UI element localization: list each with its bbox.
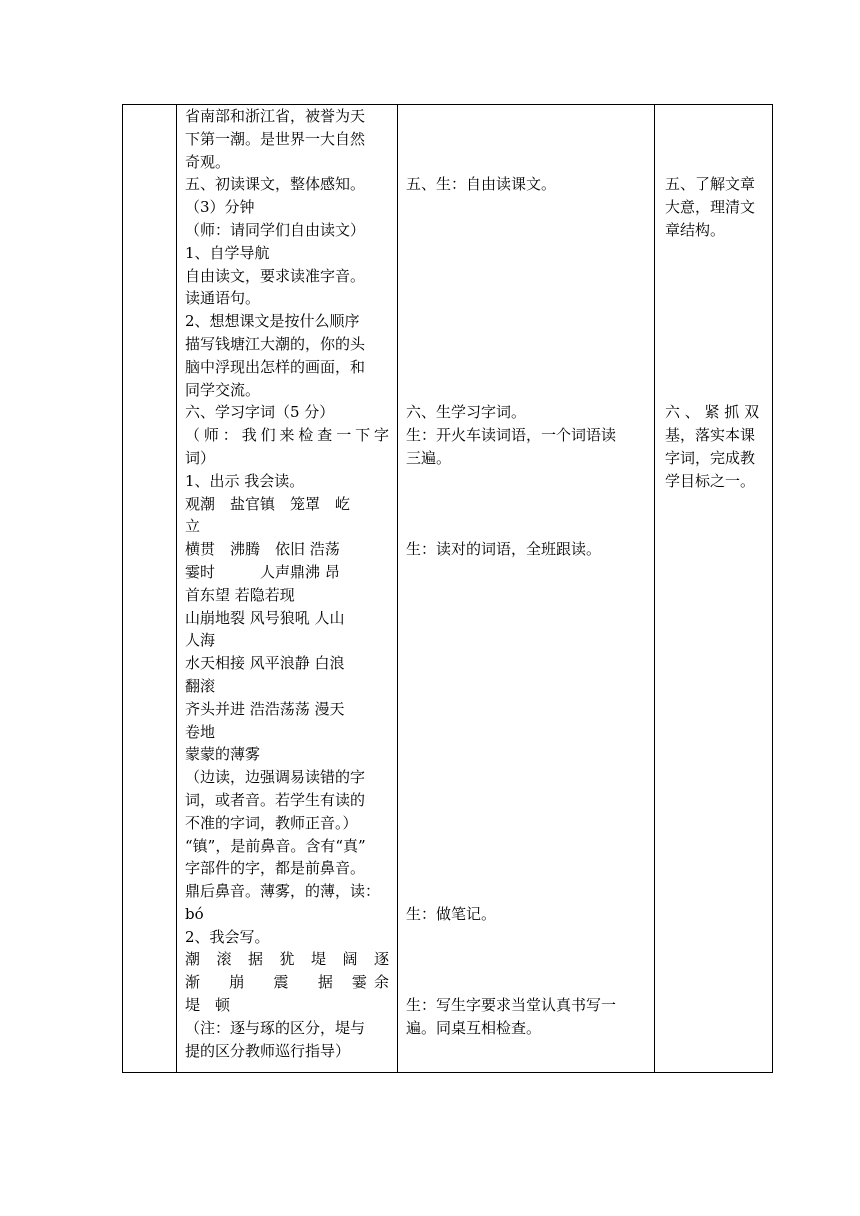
table-row bbox=[123, 105, 773, 1073]
text-line: 词） bbox=[185, 448, 216, 467]
intent-line: 大意，理清文 bbox=[665, 198, 756, 217]
blank-column-cell bbox=[123, 105, 177, 1073]
character-list-line: 潮 滚 据 犹 堤 阔 逐 bbox=[185, 950, 389, 969]
text-line: 2、想想课文是按什么顺序 bbox=[185, 312, 360, 331]
text-line: 1、出示 我会读。 bbox=[185, 471, 305, 490]
text-line: 省南部和浙江省，被誉为天 bbox=[185, 107, 366, 125]
text-line: 下第一潮。是世界一大自然 bbox=[185, 129, 366, 148]
intent-line: 学目标之一。 bbox=[665, 471, 756, 490]
text-line: 读通语句。 bbox=[185, 289, 261, 308]
text-line: “镇”，是前鼻音。含有“真” bbox=[185, 836, 366, 855]
intent-line: 基，落实本课 bbox=[665, 426, 756, 445]
text-line: 不准的字词，教师正音。） bbox=[185, 813, 358, 832]
student-activity-text bbox=[398, 105, 654, 1040]
student-step-6: 六、生学习字词。 bbox=[406, 403, 527, 422]
teacher-activity-cell bbox=[177, 105, 398, 1073]
text-line: 自由读文，要求读准字音。 bbox=[185, 266, 366, 285]
word-list-line: 山崩地裂 风号狼吼 人山 bbox=[185, 608, 345, 627]
pinyin-line: bó bbox=[185, 904, 204, 923]
word-list-line: 卷地 bbox=[185, 722, 216, 741]
text-line: 1、自学导航 bbox=[185, 243, 270, 262]
text-line: 字部件的字，都是前鼻音。 bbox=[185, 859, 366, 878]
word-list-line: 翻滚 bbox=[185, 676, 216, 695]
text-line: （师：请同学们自由读文） bbox=[185, 220, 366, 239]
text-line: 2、我会写。 bbox=[185, 927, 270, 946]
text-line: （边读，边强调易读错的字 bbox=[185, 768, 366, 787]
word-list-line: 人海 bbox=[185, 631, 216, 650]
student-activity-cell bbox=[398, 105, 655, 1073]
student-line: 生：做笔记。 bbox=[406, 904, 497, 923]
design-intent-cell bbox=[655, 105, 773, 1073]
student-line: 遍。同桌互相检查。 bbox=[406, 1018, 542, 1037]
word-list-line: 立 bbox=[185, 517, 201, 536]
word-list-line: 齐头并进 浩浩荡荡 漫天 bbox=[185, 699, 345, 718]
teacher-activity-text bbox=[177, 105, 397, 1062]
word-list-line: 首东望 若隐若现 bbox=[185, 585, 295, 604]
text-line: 脑中浮现出怎样的画面，和 bbox=[185, 357, 366, 376]
text-line: （注：逐与琢的区分，堤与 bbox=[185, 1018, 366, 1037]
text-line: 提的区分教师巡行指导） bbox=[185, 1041, 351, 1060]
section-heading-5: 五、初读课文，整体感知。 bbox=[185, 175, 366, 194]
student-line: 生：写生字要求当堂认真书写一 bbox=[406, 996, 617, 1015]
word-list-line: 观潮 盐官镇 笼罩 屹 bbox=[185, 494, 351, 513]
section-heading-6: 六、学习字词（5 分） bbox=[185, 403, 335, 422]
word-list-line: 横贯 沸腾 依旧 浩荡 bbox=[185, 540, 340, 559]
intent-line: 五、了解文章 bbox=[665, 175, 756, 194]
intent-line: 字词，完成教 bbox=[665, 448, 756, 467]
student-line: 三遍。 bbox=[406, 448, 452, 467]
text-line: （师：我们来检查一下字 bbox=[185, 426, 389, 445]
word-list-line: 蒙蒙的薄雾 bbox=[185, 745, 261, 764]
student-step-5: 五、生：自由读课文。 bbox=[406, 175, 557, 194]
character-list-line: 渐 崩 震 据 霎余 bbox=[185, 973, 389, 992]
word-list-line: 霎时 人声鼎沸 昂 bbox=[185, 562, 340, 581]
text-line: （3）分钟 bbox=[185, 198, 255, 217]
text-line: 奇观。 bbox=[185, 152, 231, 171]
design-intent-text bbox=[655, 105, 772, 493]
intent-line: 六 、 紧 抓 双 bbox=[665, 403, 760, 422]
text-line: 词，或者音。若学生有读的 bbox=[185, 790, 366, 809]
intent-line: 章结构。 bbox=[665, 220, 726, 239]
character-list-line: 堤 顿 bbox=[185, 996, 231, 1015]
lesson-plan-table bbox=[122, 104, 773, 1073]
student-line: 生：开火车读词语，一个词语读 bbox=[406, 426, 617, 445]
student-line: 生：读对的词语，全班跟读。 bbox=[406, 540, 602, 559]
text-line: 描写钱塘江大潮的，你的头 bbox=[185, 334, 366, 353]
text-line: 同学交流。 bbox=[185, 380, 261, 399]
text-line: 鼎后鼻音。薄雾，的薄，读： bbox=[185, 882, 381, 901]
word-list-line: 水天相接 风平浪静 白浪 bbox=[185, 654, 345, 673]
